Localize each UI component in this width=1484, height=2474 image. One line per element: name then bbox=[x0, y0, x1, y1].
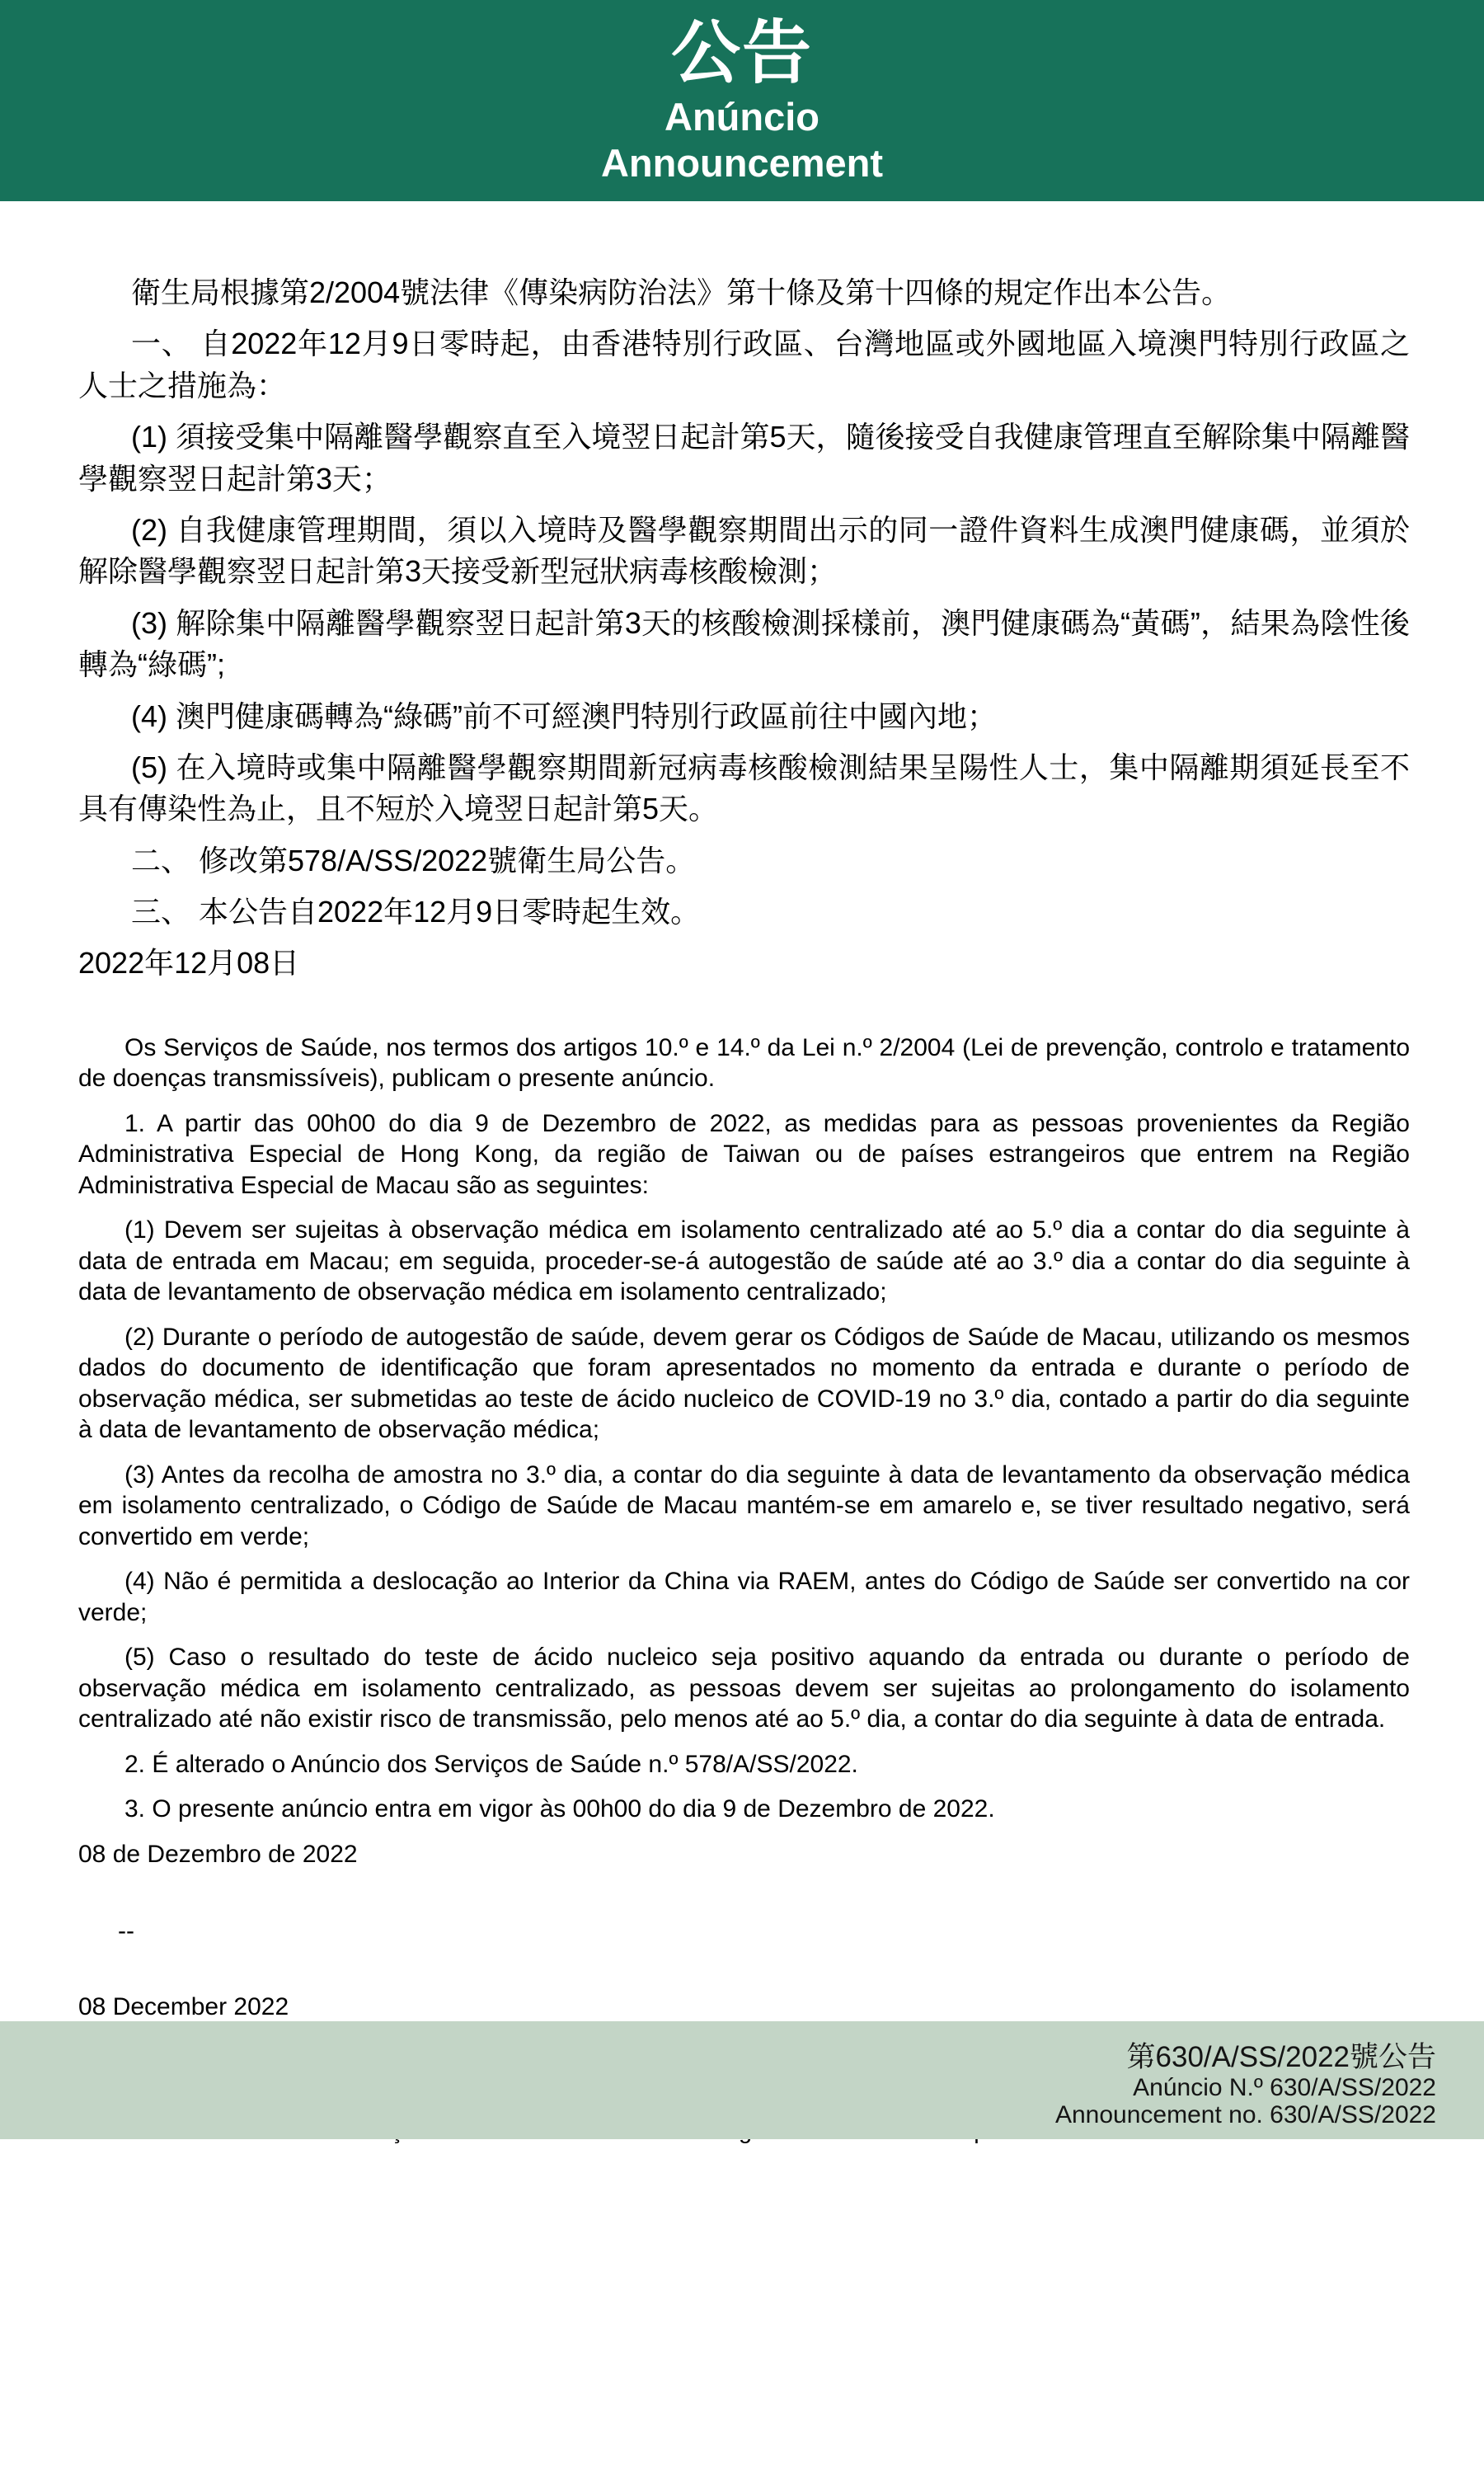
zh-paragraph: 衛生局根據第2/2004號法律《傳染病防治法》第十條及第十四條的規定作出本公告。 bbox=[131, 275, 1232, 309]
zh-paragraph: 一、 自2022年12月9日零時起，由香港特別行政區、台灣地區或外國地區入境澳門特別行政區之人士之措施為： bbox=[78, 327, 1410, 402]
chinese-section bbox=[78, 272, 1410, 985]
en-date: 08 December 2022 bbox=[78, 1993, 289, 2021]
title-banner bbox=[0, 0, 1484, 201]
reference-number-portuguese: Anúncio N.º 630/A/SS/2022 bbox=[1133, 2074, 1436, 2102]
pt-paragraph: (5) Caso o resultado do teste de ácido nucleico seja positivo aquando da entrada ou durante o período de observação médica em isolamento centralizado, as pessoas devem ser sujeitas ao prolongamento do isolamento centralizado até não existir risco de transmissão, pelo menos até ao 5.º dia, a contar do dia seguinte à data de entrada. bbox=[78, 1644, 1410, 1733]
reference-number-english: Announcement no. 630/A/SS/2022 bbox=[1054, 2101, 1436, 2129]
pt-paragraph: 1. A partir das 00h00 do dia 9 de Dezembro de 2022, as medidas para as pessoas provenientes da Região Administrativa Especial de Hong Kong, da região de Taiwan ou de países estrangeiros que entrem na Região Administrativa Especial de Macau são as seguintes: bbox=[78, 1109, 1410, 1199]
title-portuguese: Anúncio bbox=[665, 95, 819, 139]
separator-dashes: -- bbox=[118, 1917, 134, 1945]
title-english: Announcement bbox=[600, 141, 884, 185]
zh-paragraph: (2) 自我健康管理期間，須以入境時及醫學觀察期間出示的同一證件資料生成澳門健康碼，並須於解除醫學觀察翌日起計第3天接受新型冠狀病毒核酸檢測； bbox=[78, 512, 1410, 589]
zh-paragraph: (4) 澳門健康碼轉為“綠碼”前不可經澳門特別行政區前往中國內地； bbox=[131, 698, 997, 733]
pt-paragraph: 3. O presente anúncio entra em vigor às 00h00 do dia 9 de Dezembro de 2022. bbox=[124, 1795, 995, 1823]
zh-paragraph: 二、 修改第578/A/SS/2022號衛生局公告。 bbox=[131, 843, 696, 877]
zh-paragraph: (1) 須接受集中隔離醫學觀察直至入境翌日起計第5天，隨後接受自我健康管理直至解除集中隔離醫學觀察翌日起計第3天； bbox=[78, 420, 1410, 496]
zh-paragraph: (5) 在入境時或集中隔離醫學觀察期間新冠病毒核酸檢測結果呈陽性人士，集中隔離期須延長至不具有傳染性為止，且不短於入境翌日起計第5天。 bbox=[78, 750, 1410, 826]
pt-paragraph: (4) Não é permitida a deslocação ao Interior da China via RAEM, antes do Código de Saúde ser convertido na cor verde; bbox=[78, 1568, 1410, 1626]
reference-number-chinese: 第630/A/SS/2022號公告 bbox=[1126, 2041, 1436, 2074]
pt-paragraph: 2. É alterado o Anúncio dos Serviços de Saúde n.º 578/A/SS/2022. bbox=[124, 1750, 858, 1778]
pt-paragraph: (2) Durante o período de autogestão de saúde, devem gerar os Códigos de Saúde de Macau, utilizando os mesmos dados do documento de identificação que foram apresentados no momento da entrada e durante o período de observação médica, ser submetidas ao teste de ácido nucleico de COVID-19 no 3.º dia, contado a partir do dia seguinte à data de levantamento de observação médica; bbox=[78, 1323, 1410, 1444]
pt-date: 08 de Dezembro de 2022 bbox=[78, 1840, 358, 1868]
reference-bar bbox=[0, 2021, 1484, 2139]
zh-date: 2022年12月08日 bbox=[78, 946, 300, 981]
zh-paragraph: 三、 本公告自2022年12月9日零時起生效。 bbox=[131, 895, 701, 929]
pt-paragraph: Os Serviços de Saúde, nos termos dos artigos 10.º e 14.º da Lei n.º 2/2004 (Lei de prevenção, controlo e tratamento de doenças transmissíveis), publicam o presente anúncio. bbox=[78, 1033, 1410, 1093]
pt-paragraph: (3) Antes da recolha de amostra no 3.º dia, a contar do dia seguinte à data de levantamento da observação médica em isolamento centralizado, o Código de Saúde de Macau mantém-se em amarelo e, se tiver resultado negativo, será convertido em verde; bbox=[78, 1460, 1410, 1550]
title-chinese: 公告 bbox=[670, 14, 813, 92]
zh-paragraph: (3) 解除集中隔離醫學觀察翌日起計第3天的核酸檢測採樣前，澳門健康碼為“黃碼”，結果為陰性後轉為“綠碼”; bbox=[78, 605, 1410, 682]
document-body bbox=[0, 272, 1484, 2021]
portuguese-section bbox=[78, 1032, 1410, 2022]
pt-paragraph: (1) Devem ser sujeitas à observação médica em isolamento centralizado até ao 5.º dia a contar do dia seguinte à data de entrada em Macau; em seguida, proceder-se-á autogestão de saúde até ao 3.º dia a contar do dia seguinte à data de levantamento de observação médica em isolamento centralizado; bbox=[78, 1216, 1410, 1306]
